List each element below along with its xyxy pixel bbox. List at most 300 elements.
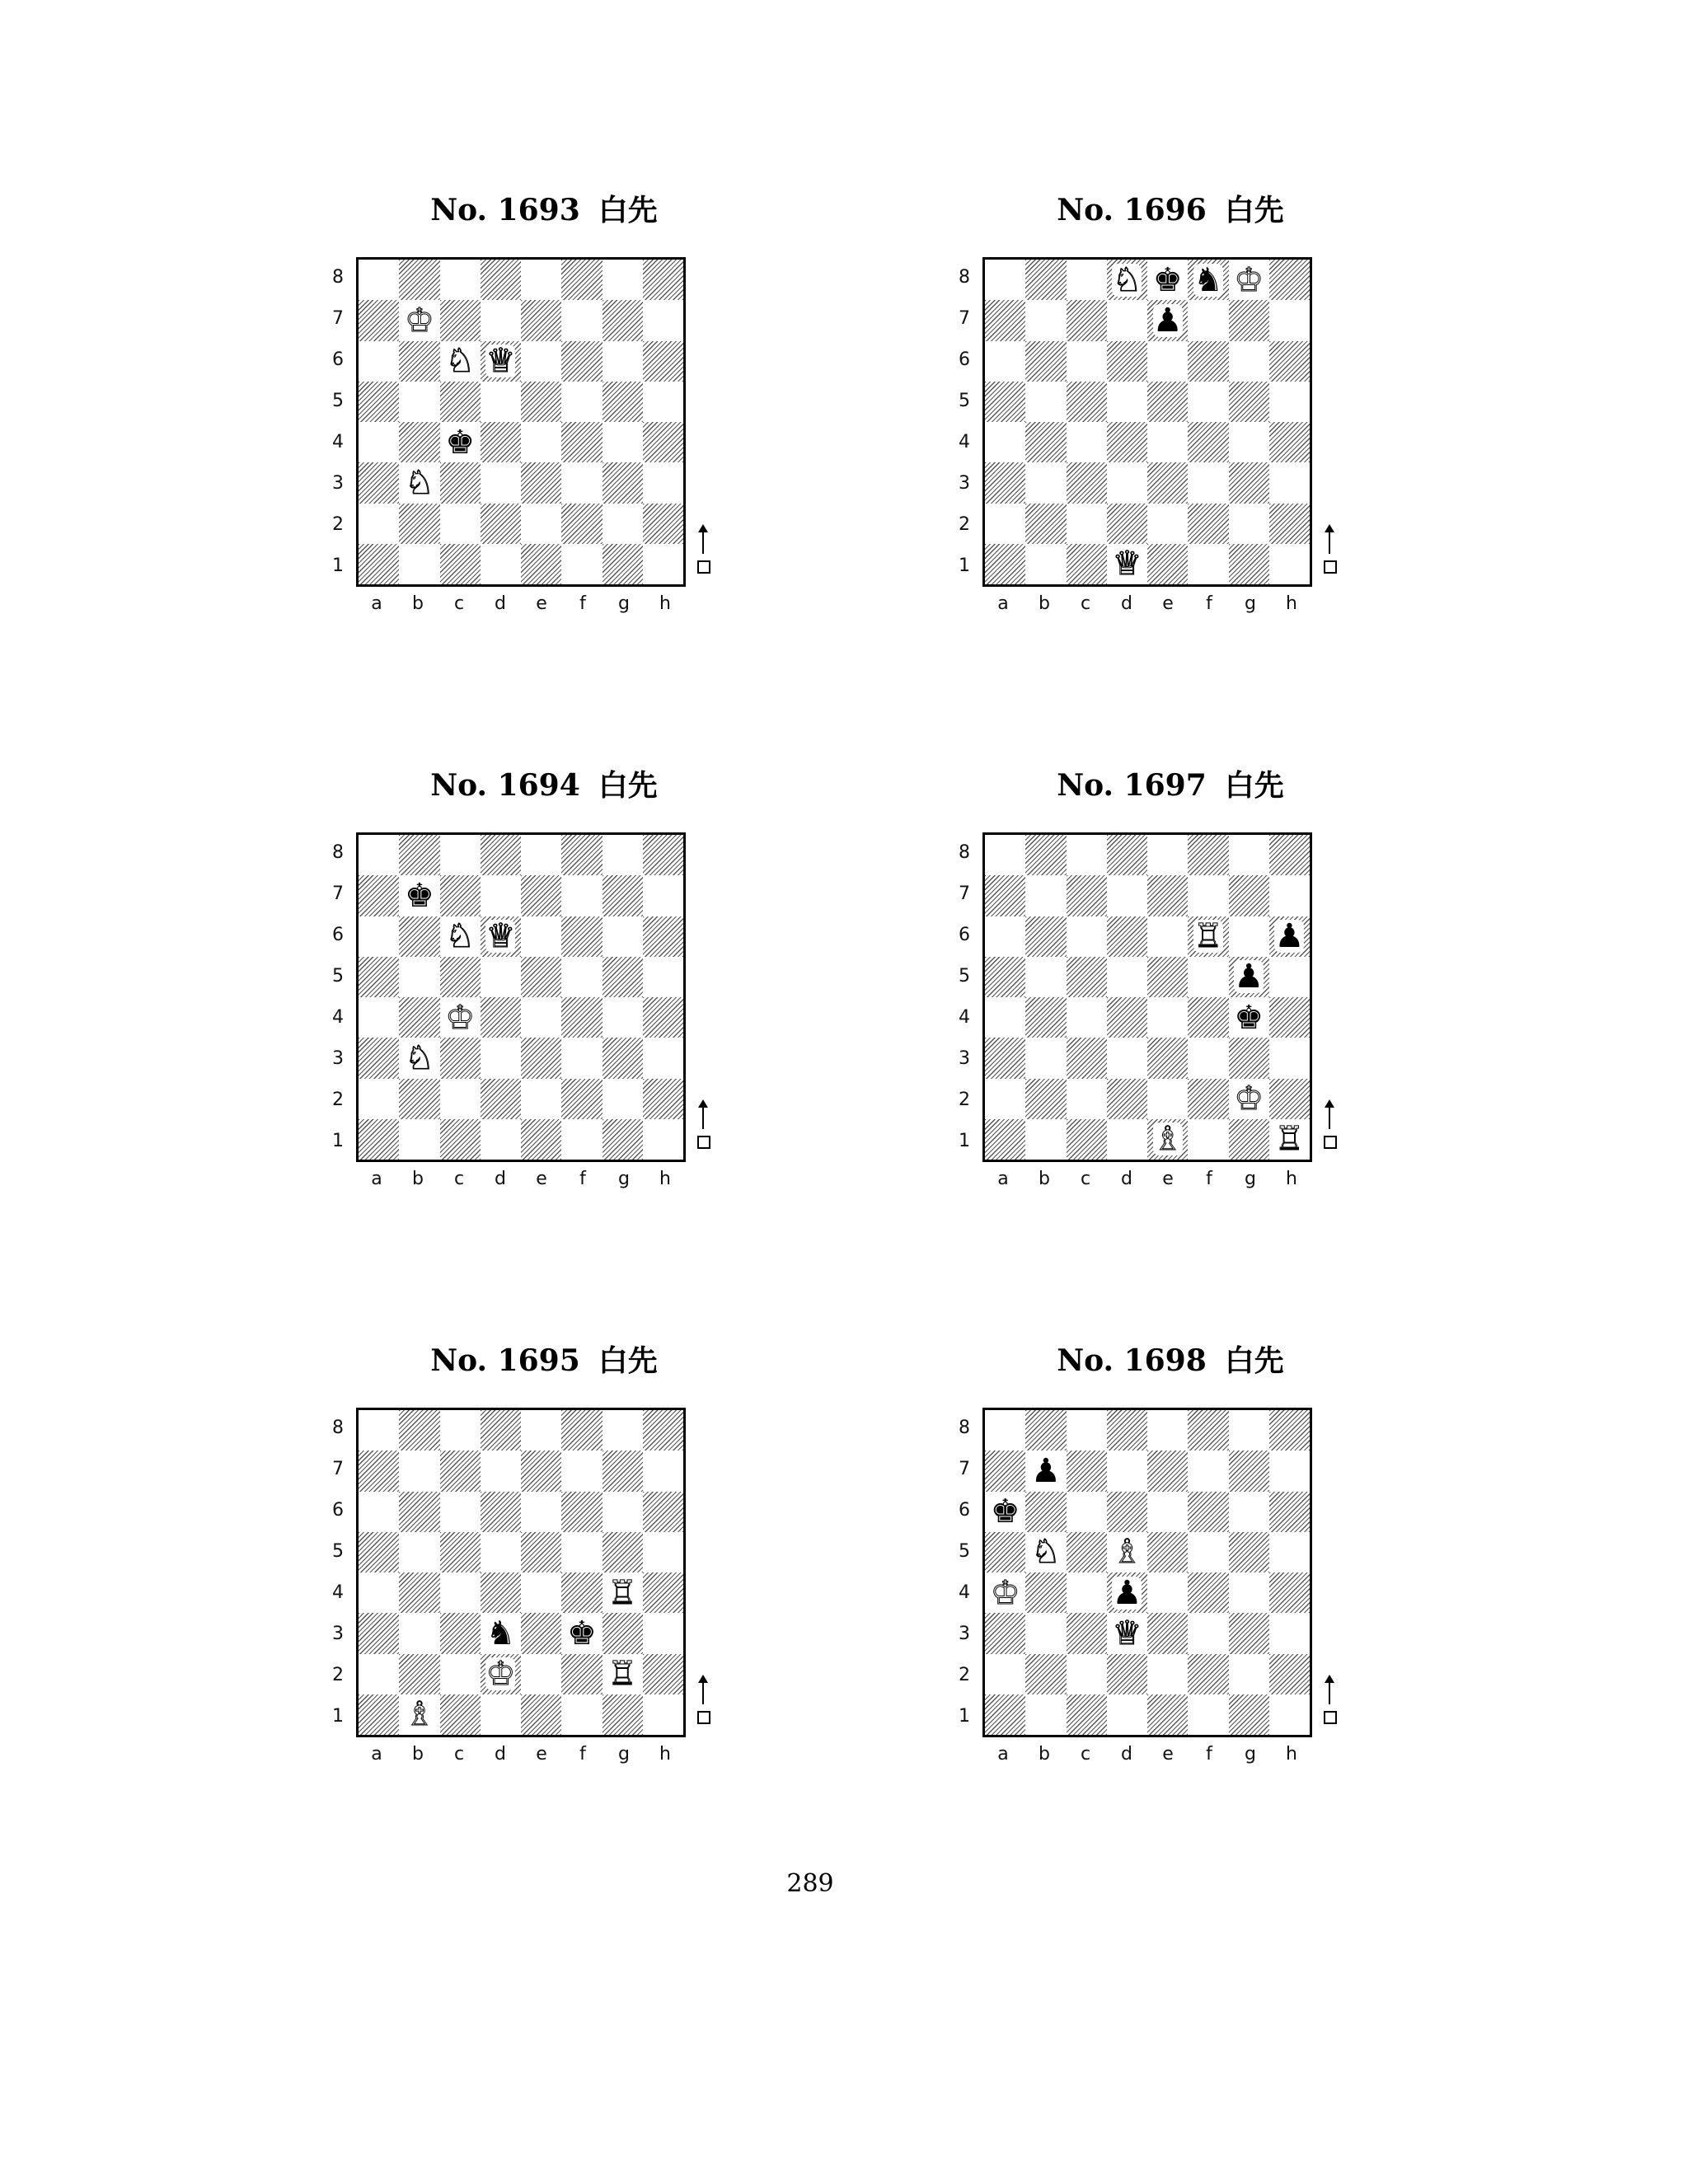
- white-bishop-icon: ♗: [1112, 1533, 1142, 1572]
- square-h8: [643, 835, 683, 875]
- file-label: d: [1121, 593, 1132, 614]
- square-g2: [1229, 1654, 1269, 1694]
- square-d3: [481, 1038, 521, 1078]
- white-to-move-icon: [696, 1104, 712, 1162]
- file-label: e: [1162, 1744, 1174, 1765]
- file-label: f: [1206, 1744, 1212, 1765]
- square-e6: [1147, 341, 1188, 382]
- square-a6: [359, 341, 399, 382]
- square-b8: [399, 835, 439, 875]
- file-label: e: [1162, 593, 1174, 614]
- square-a7: [985, 1451, 1025, 1491]
- rank-labels: [956, 257, 976, 587]
- square-f1: [561, 1694, 602, 1735]
- square-d4: [1107, 997, 1147, 1038]
- square-h6: [643, 916, 683, 957]
- white-rook-icon: ♖: [607, 1655, 638, 1694]
- square-g6: [1229, 1492, 1269, 1532]
- file-label: f: [579, 1744, 586, 1765]
- file-label: e: [1162, 1169, 1174, 1189]
- square-b6: [399, 1492, 439, 1532]
- square-h8: [1269, 260, 1310, 300]
- square-a3: [985, 462, 1025, 503]
- puzzle-number: No. 1695: [430, 1343, 580, 1378]
- square-g5: [1229, 957, 1269, 997]
- square-f4: [1188, 1572, 1228, 1613]
- rank-label: 5: [332, 1541, 344, 1562]
- square-e5: [1147, 382, 1188, 422]
- puzzle-title: [330, 1340, 758, 1382]
- file-label: b: [412, 1744, 424, 1765]
- square-h2: [1269, 1654, 1310, 1694]
- square-a3: [359, 1038, 399, 1078]
- square-c1: [440, 1694, 481, 1735]
- puzzle-title: [956, 1340, 1385, 1382]
- square-f8: [561, 1410, 602, 1451]
- square-h7: [643, 1451, 683, 1491]
- square-c5: [440, 957, 481, 997]
- square-d5: [1107, 957, 1147, 997]
- square-c4: [1067, 997, 1107, 1038]
- square-e8: [1147, 1410, 1188, 1451]
- rank-label: 1: [332, 555, 344, 576]
- square-g6: [603, 341, 643, 382]
- square-a4: [359, 997, 399, 1038]
- white-king-icon: ♔: [485, 1655, 516, 1694]
- white-to-move-icon: [1322, 529, 1339, 587]
- rank-label: 7: [332, 883, 344, 904]
- square-a8: [359, 260, 399, 300]
- white-knight-icon: ♘: [445, 342, 476, 381]
- white-queen-icon: ♕: [1112, 1614, 1142, 1652]
- rank-labels: [330, 257, 349, 587]
- square-b4: [1025, 1572, 1066, 1613]
- square-g6: [1229, 916, 1269, 957]
- square-f8: [1188, 1410, 1228, 1451]
- square-b5: [399, 957, 439, 997]
- square-c7: [440, 1451, 481, 1491]
- square-d1: [481, 1119, 521, 1160]
- square-f2: [561, 1079, 602, 1119]
- square-f2: [561, 1654, 602, 1694]
- square-f6: [1188, 1492, 1228, 1532]
- square-h5: [643, 957, 683, 997]
- rank-label: 4: [332, 1582, 344, 1603]
- square-e3: [521, 1038, 561, 1078]
- square-e8: [521, 1410, 561, 1451]
- puzzle-diagram: [330, 190, 758, 651]
- square-a2: [985, 1654, 1025, 1694]
- file-label: d: [495, 593, 506, 614]
- square-f3: [1188, 462, 1228, 503]
- square-a2: [359, 1079, 399, 1119]
- square-c8: [440, 1410, 481, 1451]
- square-b5: [1025, 957, 1066, 997]
- square-c7: [1067, 1451, 1107, 1491]
- square-f1: [1188, 544, 1228, 584]
- square-g7: [1229, 300, 1269, 340]
- square-d1: [1107, 1694, 1147, 1735]
- square-b6: [1025, 916, 1066, 957]
- square-a5: [359, 382, 399, 422]
- square-b3: [1025, 1038, 1066, 1078]
- square-h8: [643, 1410, 683, 1451]
- square-h1: [643, 544, 683, 584]
- white-king-icon: ♔: [1234, 1080, 1264, 1118]
- square-c7: [440, 300, 481, 340]
- square-f5: [1188, 957, 1228, 997]
- square-g4: [1229, 1572, 1269, 1613]
- rank-labels: [330, 1408, 349, 1737]
- rank-label: 2: [332, 514, 344, 535]
- puzzle-title: [330, 190, 758, 232]
- square-b3: [1025, 1613, 1066, 1653]
- square-b4: [1025, 997, 1066, 1038]
- puzzle-number: No. 1697: [1057, 768, 1207, 803]
- square-d6: [1107, 916, 1147, 957]
- square-d6: [1107, 341, 1147, 382]
- white-knight-icon: ♘: [404, 1038, 434, 1077]
- white-to-move-icon: [1322, 1680, 1339, 1737]
- square-d7: [1107, 1451, 1147, 1491]
- square-g8: [1229, 1410, 1269, 1451]
- square-c2: [1067, 1079, 1107, 1119]
- square-f1: [1188, 1694, 1228, 1735]
- puzzle-diagram: [330, 765, 758, 1226]
- square-f6: [561, 916, 602, 957]
- square-g1: [1229, 544, 1269, 584]
- square-c5: [1067, 1532, 1107, 1572]
- square-e6: [521, 1492, 561, 1532]
- square-c5: [440, 1532, 481, 1572]
- square-e2: [1147, 504, 1188, 544]
- square-d4: [1107, 1572, 1147, 1613]
- file-labels: [356, 593, 686, 618]
- square-h5: [1269, 957, 1310, 997]
- square-h2: [1269, 1079, 1310, 1119]
- square-e7: [1147, 300, 1188, 340]
- square-a8: [985, 1410, 1025, 1451]
- square-b2: [1025, 1654, 1066, 1694]
- chess-board: [982, 832, 1312, 1162]
- square-d1: [1107, 1119, 1147, 1160]
- square-f3: [561, 462, 602, 503]
- square-h2: [643, 1654, 683, 1694]
- side-to-move: 白先: [598, 1344, 658, 1378]
- square-e6: [1147, 1492, 1188, 1532]
- square-b1: [399, 1119, 439, 1160]
- rank-label: 3: [332, 1048, 344, 1069]
- white-queen-icon: ♕: [485, 917, 516, 956]
- rank-label: 2: [959, 1665, 970, 1685]
- square-a5: [359, 957, 399, 997]
- file-labels: [982, 1169, 1312, 1193]
- square-b4: [399, 422, 439, 462]
- file-label: c: [453, 1744, 465, 1765]
- rank-label: 8: [332, 1418, 344, 1438]
- square-h3: [1269, 1038, 1310, 1078]
- square-h4: [643, 422, 683, 462]
- square-d1: [1107, 544, 1147, 584]
- square-c1: [440, 1119, 481, 1160]
- square-h3: [643, 1613, 683, 1653]
- file-label: d: [495, 1169, 506, 1189]
- square-f1: [561, 544, 602, 584]
- square-c5: [440, 382, 481, 422]
- white-knight-icon: ♘: [404, 463, 434, 502]
- chess-board: [356, 832, 686, 1162]
- square-g2: [1229, 1079, 1269, 1119]
- square-g1: [603, 1694, 643, 1735]
- square-a3: [985, 1613, 1025, 1653]
- rank-label: 4: [959, 1007, 970, 1028]
- rank-label: 4: [959, 432, 970, 452]
- square-h1: [1269, 1119, 1310, 1160]
- square-c6: [440, 341, 481, 382]
- square-b5: [399, 382, 439, 422]
- square-b1: [1025, 544, 1066, 584]
- square-h5: [643, 382, 683, 422]
- square-a4: [359, 422, 399, 462]
- square-g2: [603, 504, 643, 544]
- square-c1: [1067, 1119, 1107, 1160]
- rank-label: 6: [959, 349, 970, 370]
- rank-label: 6: [959, 1500, 970, 1521]
- square-c3: [1067, 1038, 1107, 1078]
- square-f7: [561, 300, 602, 340]
- square-e5: [521, 957, 561, 997]
- square-a2: [985, 504, 1025, 544]
- black-knight-icon: ♞: [485, 1614, 516, 1652]
- rank-labels: [956, 1408, 976, 1737]
- rank-label: 2: [959, 514, 970, 535]
- square-a7: [359, 875, 399, 916]
- file-label: e: [536, 593, 547, 614]
- square-g7: [603, 300, 643, 340]
- square-a1: [985, 1119, 1025, 1160]
- square-d4: [481, 422, 521, 462]
- square-a7: [359, 300, 399, 340]
- square-d7: [1107, 300, 1147, 340]
- square-e7: [1147, 1451, 1188, 1491]
- square-h1: [643, 1119, 683, 1160]
- square-h5: [1269, 382, 1310, 422]
- square-a1: [359, 1119, 399, 1160]
- square-g5: [1229, 1532, 1269, 1572]
- rank-label: 7: [959, 1459, 970, 1479]
- square-a6: [985, 916, 1025, 957]
- square-a5: [359, 1532, 399, 1572]
- square-d7: [481, 875, 521, 916]
- black-pawn-icon: ♟: [1152, 301, 1183, 340]
- square-c7: [440, 875, 481, 916]
- square-b2: [399, 504, 439, 544]
- square-g4: [1229, 997, 1269, 1038]
- square-a1: [985, 544, 1025, 584]
- file-label: a: [997, 593, 1009, 614]
- chess-board: [982, 1408, 1312, 1737]
- square-f1: [1188, 1119, 1228, 1160]
- file-label: h: [659, 1169, 671, 1189]
- square-g2: [603, 1079, 643, 1119]
- square-e8: [1147, 260, 1188, 300]
- file-label: c: [1080, 1744, 1091, 1765]
- rank-label: 5: [959, 391, 970, 411]
- rank-label: 8: [959, 267, 970, 288]
- rank-label: 4: [959, 1582, 970, 1603]
- square-e3: [1147, 1038, 1188, 1078]
- file-label: a: [371, 1744, 382, 1765]
- square-f7: [561, 1451, 602, 1491]
- white-rook-icon: ♖: [1274, 1120, 1305, 1159]
- rank-label: 6: [332, 1500, 344, 1521]
- square-f2: [561, 504, 602, 544]
- rank-label: 3: [332, 1624, 344, 1644]
- rank-label: 6: [959, 925, 970, 945]
- rank-label: 1: [332, 1131, 344, 1151]
- rank-label: 3: [959, 1048, 970, 1069]
- square-g8: [603, 1410, 643, 1451]
- square-f1: [561, 1119, 602, 1160]
- square-c4: [440, 1572, 481, 1613]
- square-d2: [481, 1079, 521, 1119]
- square-c5: [1067, 957, 1107, 997]
- file-label: c: [453, 1169, 465, 1189]
- file-label: a: [997, 1169, 1009, 1189]
- square-f7: [1188, 1451, 1228, 1491]
- square-h5: [643, 1532, 683, 1572]
- square-b3: [399, 1038, 439, 1078]
- square-b8: [1025, 835, 1066, 875]
- file-labels: [356, 1744, 686, 1769]
- square-b7: [1025, 875, 1066, 916]
- white-queen-icon: ♕: [1112, 545, 1142, 583]
- square-g3: [1229, 462, 1269, 503]
- file-label: c: [453, 593, 465, 614]
- file-label: f: [579, 1169, 586, 1189]
- square-e6: [1147, 916, 1188, 957]
- file-label: c: [1080, 1169, 1091, 1189]
- square-b4: [399, 997, 439, 1038]
- square-b2: [1025, 504, 1066, 544]
- square-c4: [1067, 422, 1107, 462]
- rank-label: 8: [959, 842, 970, 863]
- square-a6: [359, 1492, 399, 1532]
- square-f3: [561, 1613, 602, 1653]
- rank-label: 4: [332, 432, 344, 452]
- file-label: f: [1206, 1169, 1212, 1189]
- black-pawn-icon: ♟: [1234, 958, 1264, 996]
- file-label: a: [371, 1169, 382, 1189]
- rank-label: 3: [959, 1624, 970, 1644]
- puzzle-diagram: [956, 190, 1385, 651]
- square-g6: [603, 1492, 643, 1532]
- square-a6: [985, 1492, 1025, 1532]
- square-g2: [603, 1654, 643, 1694]
- square-b8: [399, 260, 439, 300]
- file-label: g: [1245, 1744, 1256, 1765]
- square-f6: [561, 1492, 602, 1532]
- file-label: g: [618, 593, 630, 614]
- square-h4: [643, 997, 683, 1038]
- square-h7: [1269, 300, 1310, 340]
- square-h7: [643, 300, 683, 340]
- square-e2: [521, 1079, 561, 1119]
- square-d6: [481, 1492, 521, 1532]
- puzzle-number: No. 1693: [430, 193, 580, 227]
- puzzle-diagram: [956, 1340, 1385, 1802]
- rank-label: 7: [332, 1459, 344, 1479]
- square-g3: [603, 1613, 643, 1653]
- square-d2: [1107, 1079, 1147, 1119]
- square-d4: [481, 997, 521, 1038]
- square-h3: [643, 462, 683, 503]
- square-d8: [481, 835, 521, 875]
- square-a4: [985, 1572, 1025, 1613]
- black-king-icon: ♚: [990, 1493, 1020, 1531]
- rank-label: 2: [332, 1665, 344, 1685]
- rank-label: 8: [959, 1418, 970, 1438]
- square-g8: [603, 260, 643, 300]
- square-c8: [440, 260, 481, 300]
- rank-label: 2: [959, 1090, 970, 1110]
- square-e4: [521, 422, 561, 462]
- square-b3: [399, 1613, 439, 1653]
- square-f8: [561, 835, 602, 875]
- square-a8: [359, 835, 399, 875]
- square-h1: [643, 1694, 683, 1735]
- square-f5: [561, 957, 602, 997]
- square-e3: [521, 462, 561, 503]
- square-f8: [1188, 260, 1228, 300]
- puzzle-diagram: [330, 1340, 758, 1802]
- file-label: b: [412, 593, 424, 614]
- square-h7: [643, 875, 683, 916]
- square-g6: [603, 916, 643, 957]
- square-d2: [481, 504, 521, 544]
- square-d8: [1107, 260, 1147, 300]
- square-d7: [481, 1451, 521, 1491]
- square-c7: [1067, 300, 1107, 340]
- square-h4: [643, 1572, 683, 1613]
- file-label: h: [1286, 1744, 1297, 1765]
- square-e1: [1147, 1119, 1188, 1160]
- puzzle-title: [956, 190, 1385, 232]
- square-f4: [1188, 997, 1228, 1038]
- rank-label: 4: [332, 1007, 344, 1028]
- square-d2: [1107, 1654, 1147, 1694]
- square-e2: [521, 504, 561, 544]
- square-f3: [1188, 1613, 1228, 1653]
- square-g4: [603, 1572, 643, 1613]
- side-to-move: 白先: [598, 769, 658, 803]
- square-b5: [1025, 382, 1066, 422]
- square-f2: [1188, 504, 1228, 544]
- file-label: b: [1039, 593, 1050, 614]
- square-e1: [1147, 1694, 1188, 1735]
- square-e4: [1147, 1572, 1188, 1613]
- rank-label: 5: [332, 966, 344, 987]
- square-c3: [1067, 1613, 1107, 1653]
- square-a8: [985, 260, 1025, 300]
- square-g5: [1229, 382, 1269, 422]
- square-a6: [359, 916, 399, 957]
- file-label: e: [536, 1744, 547, 1765]
- square-a8: [985, 835, 1025, 875]
- square-b6: [399, 916, 439, 957]
- square-e8: [521, 835, 561, 875]
- square-g4: [603, 997, 643, 1038]
